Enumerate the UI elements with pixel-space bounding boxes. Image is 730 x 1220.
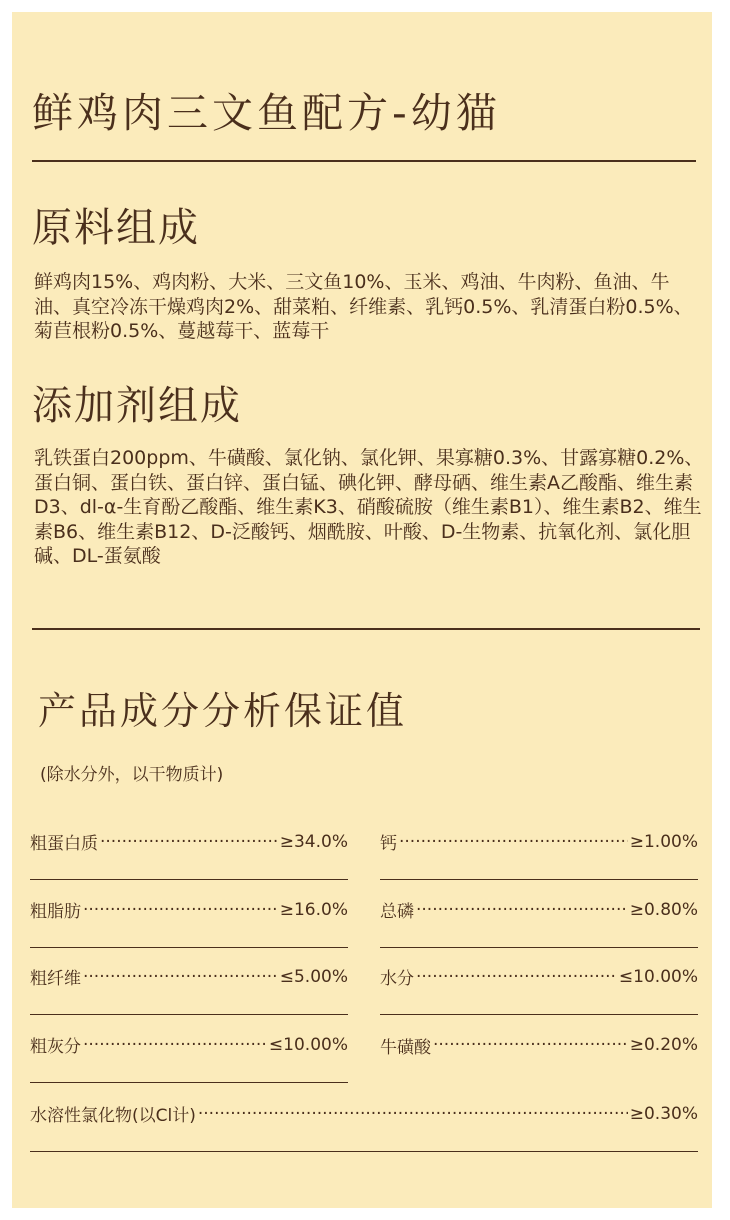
guarantee-value: ≥34.0% [279,831,348,852]
guarantee-row-fiber [30,949,348,1015]
guarantee-label: 钙 [380,834,397,854]
guarantee-row-phosphorus [380,882,698,948]
leader-dots [416,900,628,920]
leader-dots [83,900,278,920]
guarantee-label: 水溶性氯化物(以Cl计) [30,1106,196,1126]
guarantee-label: 粗蛋白质 [30,834,98,854]
leader-dots [83,967,278,987]
guarantee-value: ≥0.30% [629,1103,698,1124]
leader-dots [399,832,628,852]
guarantee-value: ≥16.0% [279,899,348,920]
guarantee-label: 粗纤维 [30,969,81,989]
guarantee-value: ≤5.00% [279,966,348,987]
guarantee-label: 粗灰分 [30,1037,81,1057]
section-divider [32,628,700,630]
leader-dots [83,1035,267,1055]
additives-text: 乳铁蛋白200ppm、牛磺酸、氯化钠、氯化钾、果寡糖0.3%、甘露寡糖0.2%、蛋白铜、蛋白铁、蛋白锌、蛋白锰、碘化钾、酵母硒、维生素A乙酸酯、维生素D3、dl-α-生育酚乙酸酯、维生素K3、硝酸硫胺（维生素B1）、维生素B2、维生素B6、维生素B12、D-泛酸钙、烟酰胺、叶酸、D-生物素、抗氧化剂、氯化胆碱、DL-蛋氨酸 [34,447,704,568]
analysis-note: (除水分外，以干物质计) [40,765,224,785]
leader-dots [416,967,617,987]
guarantee-row-protein [30,814,348,880]
leader-dots [100,832,278,852]
guarantee-label: 粗脂肪 [30,902,81,922]
guarantee-row-chloride [30,1086,698,1152]
guarantee-row-fat [30,882,348,948]
analysis-heading: 产品成分分析保证值 [38,689,408,733]
guarantee-row-taurine [380,1017,698,1083]
guarantee-row-moisture [380,949,698,1015]
leader-dots [433,1035,628,1055]
title-divider [32,160,696,162]
guarantee-value: ≥0.20% [629,1035,698,1055]
guarantee-label: 水分 [380,969,414,989]
ingredients-text: 鲜鸡肉15%、鸡肉粉、大米、三文鱼10%、玉米、鸡油、牛肉粉、鱼油、牛油、真空冷冻干燥鸡肉2%、甜菜粕、纤维素、乳钙0.5%、乳清蛋白粉0.5%、菊苣根粉0.5%、蔓越莓干、蓝莓干 [34,271,693,343]
guarantee-value: ≤10.00% [618,966,698,987]
guarantee-value: ≥1.00% [629,831,698,852]
ingredients-heading: 原料组成 [32,205,200,251]
guarantee-label: 牛磺酸 [380,1037,431,1058]
leader-dots [198,1104,628,1124]
guarantee-label: 总磷 [380,902,414,922]
guarantee-value: ≥0.80% [629,899,698,920]
additives-heading: 添加剂组成 [32,383,242,429]
guarantee-value: ≤10.00% [268,1034,348,1055]
product-title: 鲜鸡肉三文鱼配方-幼猫 [32,89,501,137]
guarantee-row-calcium [380,814,698,880]
guarantee-row-ash [30,1017,348,1083]
